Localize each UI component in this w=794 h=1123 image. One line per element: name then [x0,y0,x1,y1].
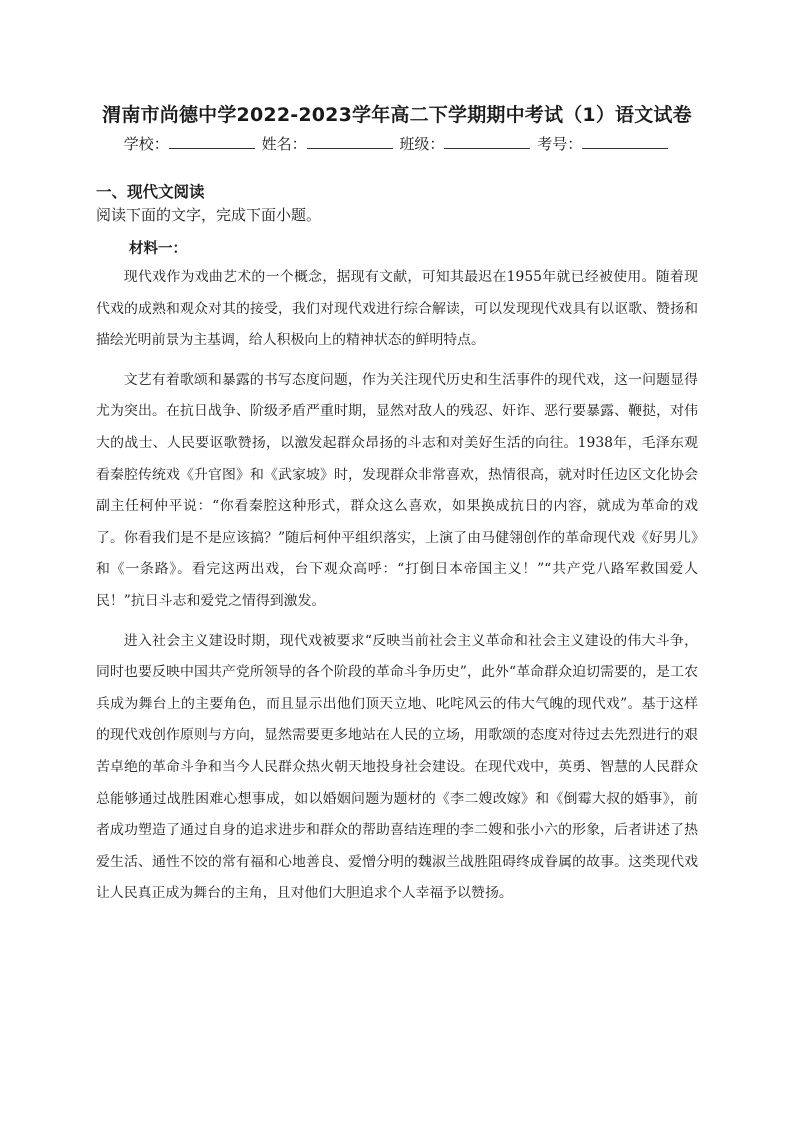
exam-no-field [537,133,670,154]
passage-paragraph-2: 文艺有着歌颂和暴露的书写态度问题，作为关注现代历史和生活事件的现代戏，这一问题显得尤为突出。在抗日战争、阶级矛盾严重时期，显然对敌人的残忍、奸诈、恶行要暴露、鞭挞，对伟大的战士、人民要讴歌赞扬，以激发起群众昂扬的斗志和对美好生活的向往。1938年，毛泽东观看秦腔传统戏《升官图》和《武家坡》时，发现群众非常喜欢，热情很高，就对时任边区文化协会副主任柯仲平说：“你看秦腔这种形式，群众这么喜欢，如果换成抗日的内容，就成为革命的戏了。你看我们是不是应该搞？”随后柯仲平组织落实，上演了由马健翎创作的革命现代戏《好男儿》和《一条路》。看完这两出戏，台下观众高呼：“打倒日本帝国主义！”“共产党八路军救国爱人民！”抗日斗志和爱党之情得到激发。 [96,371,698,609]
school-label: 学校： [123,135,169,153]
name-field [262,133,395,154]
name-label: 姓名： [261,135,307,153]
passage-body [96,262,698,918]
class-blank [444,134,530,149]
exam-no-label: 考号： [537,135,583,153]
student-info-row [0,133,794,154]
exam-no-blank [582,134,668,149]
material-label: 材料一： [129,240,187,257]
exam-title: 渭南市尚德中学2022-2023学年高二下学期期中考试（1）语文试卷 [102,104,692,126]
school-blank [169,134,255,149]
reading-instruction: 阅读下面的文字，完成下面小题。 [96,206,322,224]
class-label: 班级： [399,135,445,153]
name-blank [307,134,393,149]
class-field [399,133,532,154]
section-title: 一、现代文阅读 [96,183,205,201]
passage-paragraph-1: 现代戏作为戏曲艺术的一个概念，据现有文献，可知其最迟在1955年就已经被使用。随着现代戏的成熟和观众对其的接受，我们对现代戏进行综合解读，可以发现现代戏具有以讴歌、赞扬和描绘光明前景为主基调，给人积极向上的精神状态的鲜明特点。 [96,269,698,349]
school-field [124,133,257,154]
passage-paragraph-3: 进入社会主义建设时期，现代戏被要求“反映当前社会主义革命和社会主义建设的伟大斗争，同时也要反映中国共产党所领导的各个阶段的革命斗争历史”，此外“革命群众迫切需要的，是工农兵成为舞台上的主要角色，而且显示出他们顶天立地、叱咤风云的伟大气魄的现代戏”。基于这样的现代戏创作原则与方向，显然需要更多地站在人民的立场，用歌颂的态度对待过去先烈进行的艰苦卓绝的革命斗争和当今人民群众热火朝天地投身社会建设。在现代戏中，英勇、智慧的人民群众总能够通过战胜困难心想事成，如以婚姻问题为题材的《李二嫂改嫁》和《倒霉大叔的婚事》，前者成功塑造了通过自身的追求进步和群众的帮助喜结连理的李二嫂和张小六的形象，后者讲述了热爱生活、通性不饺的常有福和心地善良、爱憎分明的魏淑兰战胜阻碍终成眷属的故事。这类现代戏让人民真正成为舞台的主角，且对他们大胆追求个人幸福予以赞扬。 [96,632,698,902]
